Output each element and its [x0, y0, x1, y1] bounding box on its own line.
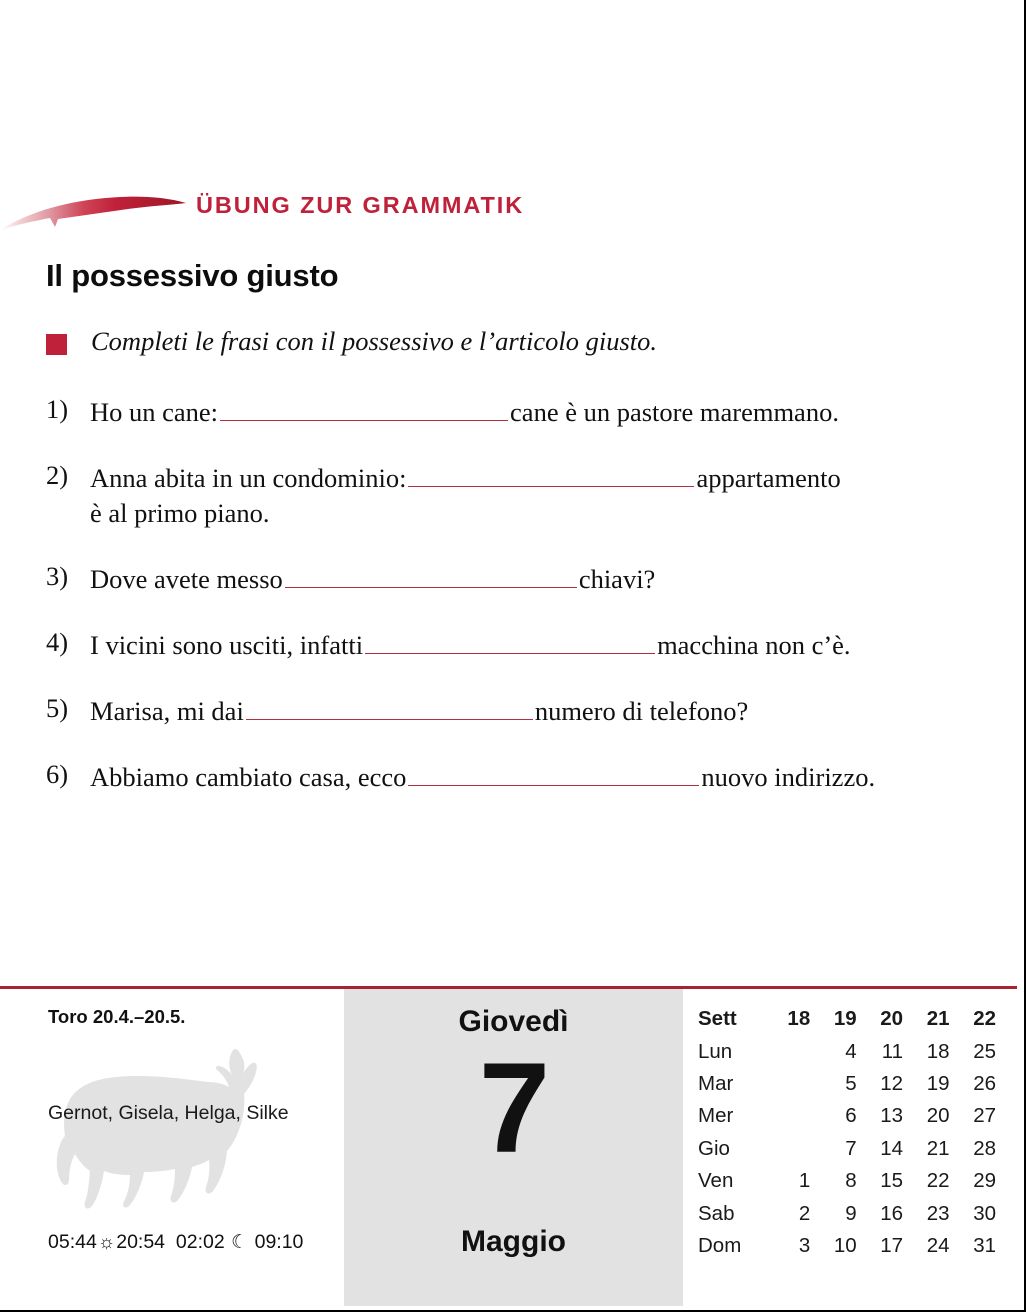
mini-calendar-day-cell[interactable]: 22 [926, 1169, 950, 1193]
day-number: 7 [478, 1037, 549, 1180]
question-number: 2) [46, 460, 69, 491]
week-number-header: 20 [880, 1007, 904, 1031]
mini-calendar-day-cell[interactable] [767, 1068, 813, 1100]
mini-calendar-day-cell[interactable]: 19 [926, 1071, 950, 1095]
mini-calendar-day-cell[interactable]: 20 [926, 1104, 950, 1128]
weekday-abbr-label: Dom [698, 1233, 742, 1257]
mini-calendar-day-cell[interactable]: 15 [880, 1169, 904, 1193]
answer-blank[interactable] [246, 691, 533, 720]
sun-icon: ☼ [97, 1232, 116, 1253]
weekday-name: Giovedì [458, 1005, 569, 1038]
week-number-header: 19 [833, 1007, 857, 1031]
instruction-text: Completi le frasi con il possessivo e l’articolo giusto. [91, 326, 658, 356]
weekday-abbr-label: Mer [698, 1104, 734, 1128]
question-item [46, 559, 986, 597]
moonset-time: 09:10 [254, 1231, 304, 1253]
week-number-header: 22 [973, 1007, 996, 1031]
question-line [90, 625, 986, 663]
mini-calendar-day-cell[interactable]: 10 [833, 1233, 857, 1257]
mini-calendar-day-cell[interactable]: 31 [973, 1233, 996, 1257]
weekday-abbr-label: Mar [698, 1071, 734, 1095]
moonrise-time: 02:02 [175, 1231, 225, 1253]
question-text-after: chiavi? [578, 564, 656, 595]
mini-calendar-row [697, 1068, 999, 1100]
answer-blank[interactable] [365, 625, 655, 654]
question-text-after: macchina non c’è. [657, 630, 851, 661]
zodiac-block [0, 989, 344, 1306]
question-text-before: Anna abita in un condominio: [90, 463, 407, 494]
mini-calendar-day-cell[interactable]: 13 [880, 1104, 904, 1128]
question-number: 6) [46, 759, 69, 790]
week-number-header: 18 [787, 1007, 811, 1031]
mini-calendar-day-cell[interactable]: 23 [926, 1201, 950, 1225]
mini-calendar-day-cell[interactable]: 21 [926, 1136, 950, 1160]
mini-calendar-day-cell[interactable]: 3 [798, 1233, 811, 1257]
mini-calendar-day-cell[interactable]: 16 [880, 1201, 904, 1225]
answer-blank[interactable] [220, 392, 508, 421]
mini-calendar-day-cell[interactable]: 4 [845, 1039, 857, 1063]
question-number: 1) [46, 394, 69, 424]
question-item [46, 392, 986, 430]
mini-calendar-row [697, 1197, 999, 1229]
answer-blank[interactable] [285, 559, 577, 588]
mini-calendar-row [697, 1035, 999, 1067]
mini-calendar-table [697, 1003, 999, 1262]
question-text-after: numero di telefono? [534, 696, 749, 727]
question-line [90, 757, 986, 795]
mini-calendar-row [697, 1230, 999, 1262]
question-line [90, 496, 986, 531]
question-item [46, 757, 986, 795]
question-text-after: appartamento [696, 463, 841, 494]
question-line [90, 458, 986, 496]
mini-calendar-day-cell[interactable]: 9 [845, 1201, 857, 1225]
mini-calendar-day-cell[interactable]: 18 [926, 1039, 950, 1063]
answer-blank[interactable] [408, 757, 699, 786]
question-item [46, 458, 986, 531]
nameday-list: Gernot, Gisela, Helga, Silke [48, 1102, 289, 1124]
weekday-abbr-label: Lun [698, 1039, 733, 1063]
mini-calendar-day-cell[interactable]: 14 [880, 1136, 904, 1160]
question-text-before: Ho un cane: [90, 397, 219, 428]
sunrise-time: 05:44 [48, 1231, 97, 1253]
mini-calendar-row [697, 1133, 999, 1165]
calendar-footer [0, 989, 1017, 1306]
week-number-header: 21 [926, 1007, 950, 1031]
question-text-before: I vicini sono usciti, infatti [90, 630, 364, 661]
mini-calendar-day-cell[interactable]: 17 [880, 1233, 904, 1257]
red-swoosh-decoration [0, 190, 200, 236]
taurus-bull-icon [38, 1044, 278, 1214]
mini-calendar-day-cell[interactable]: 7 [845, 1136, 857, 1160]
section-header-band [0, 190, 620, 238]
mini-calendar-day-cell[interactable]: 27 [973, 1104, 996, 1128]
mini-calendar-row [697, 1165, 999, 1197]
question-body [90, 559, 986, 597]
mini-calendar-day-cell[interactable]: 6 [845, 1104, 857, 1128]
mini-calendar-day-cell[interactable]: 26 [973, 1071, 996, 1095]
question-body [90, 691, 986, 729]
question-text-before: Dove avete messo [90, 564, 283, 595]
question-text-before: Abbiamo cambiato casa, ecco [90, 762, 407, 793]
question-item [46, 625, 986, 663]
zodiac-sign-label: Toro 20.4.–20.5. [48, 1006, 186, 1027]
question-text-before: Marisa, mi dai [90, 696, 244, 727]
question-number: 4) [46, 627, 69, 658]
mini-calendar-day-cell[interactable]: 2 [798, 1201, 811, 1225]
week-col-label: Sett [698, 1007, 737, 1031]
moon-icon: ☾ [231, 1232, 249, 1253]
mini-calendar-day-cell[interactable]: 8 [845, 1169, 857, 1193]
question-text-before: è al primo piano. [90, 498, 270, 529]
mini-calendar-day-cell[interactable]: 11 [881, 1039, 904, 1063]
mini-calendar-header-row [697, 1003, 999, 1035]
weekday-abbr-label: Sab [698, 1201, 735, 1225]
question-line [90, 691, 986, 729]
question-text-after: nuovo indirizzo. [701, 762, 876, 793]
mini-calendar-day-cell[interactable]: 1 [798, 1169, 811, 1193]
weekday-abbr-label: Gio [698, 1136, 730, 1160]
exercise-title: Il possessivo giusto [46, 258, 339, 293]
mini-calendar-day-cell[interactable] [767, 1035, 813, 1067]
question-body [90, 458, 986, 531]
mini-calendar-day-cell[interactable] [767, 1100, 813, 1132]
mini-calendar-day-cell[interactable]: 30 [973, 1201, 996, 1225]
answer-blank[interactable] [408, 458, 694, 487]
question-line [90, 559, 986, 597]
mini-calendar-day-cell[interactable]: 25 [973, 1039, 996, 1063]
question-body [90, 625, 986, 663]
section-kicker: ÜBUNG ZUR GRAMMATIK [196, 192, 525, 218]
question-number: 3) [46, 561, 69, 592]
question-text-after: cane è un pastore maremmano. [510, 397, 839, 428]
mini-calendar-day-cell[interactable] [767, 1133, 813, 1165]
weekday-abbr-label: Ven [698, 1169, 734, 1193]
mini-calendar-day-cell[interactable]: 28 [973, 1136, 996, 1160]
questions-list [46, 392, 986, 823]
instruction-row [46, 326, 657, 358]
sunset-time: 20:54 [116, 1231, 166, 1253]
mini-calendar-day-cell[interactable]: 29 [973, 1169, 996, 1193]
mini-calendar-day-cell[interactable]: 5 [845, 1071, 857, 1095]
question-item [46, 691, 986, 729]
month-name: Maggio [461, 1225, 566, 1258]
question-body [90, 757, 986, 795]
mini-calendar-day-cell[interactable]: 12 [880, 1071, 904, 1095]
sun-moon-times [48, 1231, 303, 1254]
mini-calendar-day-cell[interactable]: 24 [926, 1233, 950, 1257]
current-day-panel [344, 989, 683, 1306]
question-number: 5) [46, 693, 69, 724]
mini-month-calendar [683, 989, 1017, 1306]
mini-calendar-row [697, 1100, 999, 1132]
mini-calendar-body [697, 1035, 999, 1262]
red-square-bullet-icon [46, 334, 67, 355]
question-line [90, 392, 986, 430]
question-body [90, 392, 986, 430]
